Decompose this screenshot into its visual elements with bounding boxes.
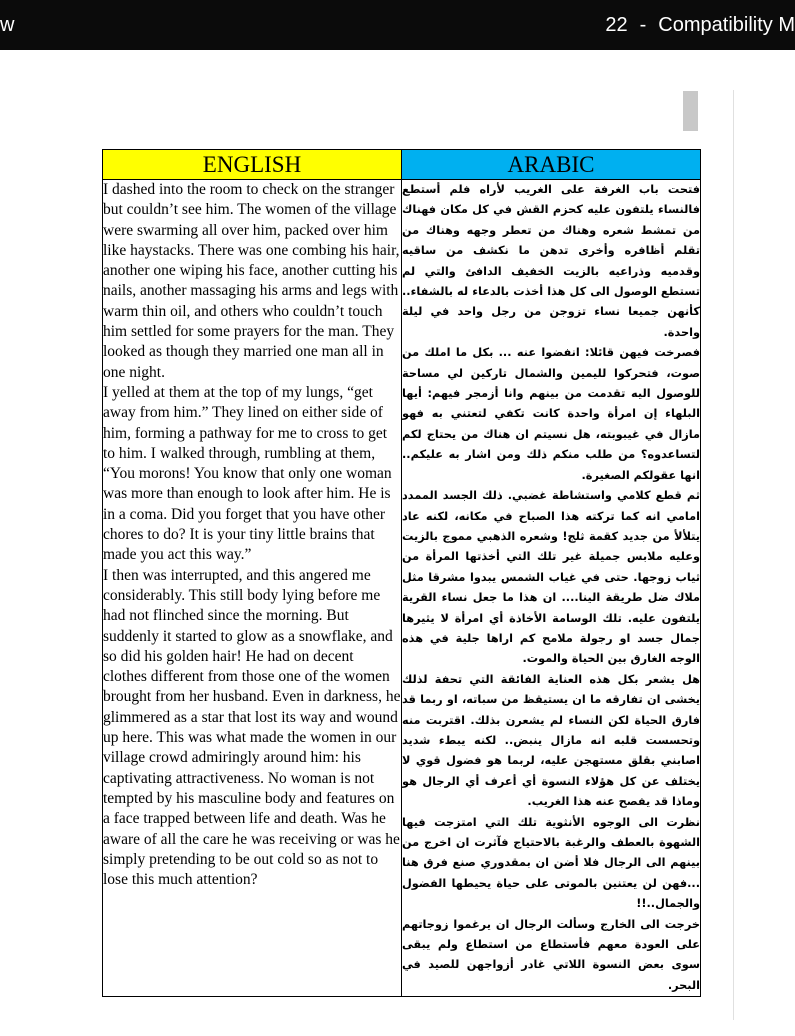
compatibility-mode-label: Compatibility M [658,14,795,36]
arabic-paragraph: فتحت باب الغرفة على الغريب لأراه فلم أستطع فالنساء يلتفون عليه كحزم القش في كل مكان فهناك من تمشط شعره وهناك من تعطر وجهه وهناك من تقلم أظافره وأخرى تدهن ما نكشف من ساقيه وقدميه وذراعيه بالزيت الخفيف الدافئ والتي لم تستطع الوصول الى كل هذا أخذت بالدعاء له بالشفاء.. كأنهن جميعا نساء تزوجن من رجل واحد في ليلة واحدة. [402,183,700,339]
table-row [103,180,701,997]
translation-table [102,149,701,997]
page-number: 22 [605,14,628,36]
table-header-row [103,150,701,180]
english-column-header: ENGLISH [103,150,402,180]
title-left-fragment: w [0,14,15,36]
arabic-paragraph: نظرت الى الوجوه الأنثوية تلك التي امتزجت فيها الشهوة بالعطف والرغبة بالاحتياج فآثرت ان اخرج من بينهم الى الرجال فلا أضن ان بمقدوري صنع فرق هنا ...فهن لن يعتنين بالموتى على حياة يحيطها الفضول والجمال..!! [402,815,700,911]
scroll-marker[interactable] [683,91,698,131]
arabic-column-header: ARABIC [402,150,701,180]
arabic-paragraph: ثم قطع كلامي واستشاطة غضبي. ذلك الجسد الممدد امامي انه كما تركته هذا الصباح في مكانه، لكنه عاد يتلألأ من جديد كقمة ثلج! وشعره الذهبي مموج بالزيت وعليه ملابس جميلة غير تلك التي أخذتها المرأة من ثياب زوجها. حتى في غياب الشمس يبدوا مشرقا مثل ملاك ضل طريقة الينا.... ان هذا ما جعل نساء القرية يلتفون عليه. تلك الوسامة الأخاذة أي امرأة لا يثيرها جمال جسد او رجولة ملامح كم اراها جلية في هذه الوجه الغارق بين الحياة والموت. [402,489,700,666]
arabic-paragraph: هل يشعر بكل هذه العناية الفائقة التي تحفة لذلك يخشى ان تفارقه ما ان يستيقظ من سباته، او ربما قد فارق الحياة لكن النساء لم يشعرن بذلك. اقتربت منه وتحسست قلبه انه مازال ينبض.. لكنه يبطء شديد اصابني بقلق مستهجن عليه، لربما هو فضول قوي لا يختلف عن كل هؤلاء النسوة أي أعرف أي الرجال هو وماذا قد يفصح عنه هذا الغريب. [402,672,700,809]
arabic-paragraph: فصرخت فيهن قائلا: انفضوا عنه ... بكل ما املك من صوت، فتحركوا لليمين والشمال تاركين لي مساحة للوصول اليه تقدمت من بينهم وانا أزمجر فيهم: أيها البلهاء إن امرأة واحدة كانت تكفي لتعتني به فهو مازال في غيبوبته، هل نسيتم ان هناك من يحتاج لكم لتساعدوه؟ من طلب منكم ذلك ومن اشار به عليكم.. انها عقولكم الصغيرة. [402,346,700,482]
english-paragraph: I yelled at them at the top of my lungs, “get away from him.” They lined on either side of him, forming a pathway for me to cross to get to him. I walked through, rumbling at them, “You morons! You know that only one woman was more than enough to look after him. He is in a coma. Did you forget that you have other chores to do? It is your tiny little brains that made you act this way.” [103,383,392,564]
window-title-bar [0,0,795,50]
title-separator: - [639,14,647,36]
arabic-text-cell[interactable] [402,180,701,997]
english-paragraph: I then was interrupted, and this angered me considerably. This still body lying before me had not flinched since the morning. But suddenly it started to glow as a snowflake, and so did his golden hair! He had on decent clothes different from those one of the women brought from her husband. Even in darkness, he glimmered as a star that lost its way and wound up here. This was what made the women in our village crowd admiringly around him: his captivating attractiveness. No woman is not tempted by his masculine body and features on a face trapped between life and death. Was he aware of all the care he was receiving or was he simply pretending to be out cold so as not to lose this much attention? [103,566,401,889]
page-right-edge [733,90,734,1020]
english-paragraph: I dashed into the room to check on the stranger but couldn’t see him. The women of the village were swarming all over him, packed over him like haystacks. There was one combing his hair, another one wiping his face, another cutting his nails, another massaging his arms and legs with warm thin oil, and others who couldn’t touch him settled for some prayers for the man. They looked as though they married one man all in one night. [103,181,400,381]
english-text-cell[interactable] [103,180,402,997]
document-title [605,14,795,37]
arabic-paragraph: خرجت الى الخارج وسألت الرجال ان يرغموا زوجاتهم على العودة معهم فأستطاع من استطاع ولم يبقى سوى بعض النسوة اللاتي غادر أزواجهن للصيد في البحر. [402,917,700,992]
